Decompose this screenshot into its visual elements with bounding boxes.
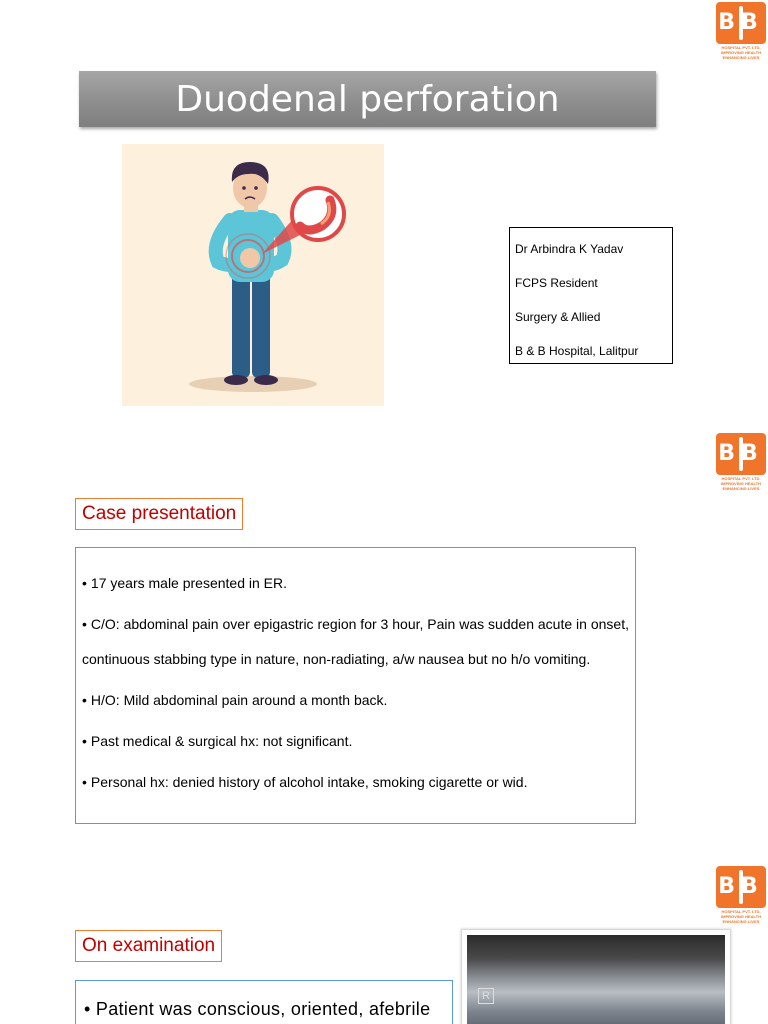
case-bullet: • 17 years male presented in ER. — [82, 566, 629, 601]
case-bullet: • Personal hx: denied history of alcohol intake, smoking cigarette or wid. — [82, 765, 629, 800]
logo-letters: BB — [718, 441, 764, 466]
stomach-pain-illustration — [122, 144, 384, 406]
hospital-logo — [714, 866, 768, 924]
on-examination-heading: On examination — [75, 930, 222, 962]
logo-letters: BB — [718, 874, 764, 899]
case-presentation-box — [75, 547, 636, 824]
author-hospital: B & B Hospital, Lalitpur — [515, 344, 639, 358]
logo-company: HOSPITAL PVT. LTD. IMPROVING HEALTH ENHANCING LIVES — [721, 45, 761, 60]
slide-title: Duodenal perforation — [175, 78, 560, 120]
author-name: Dr Arbindra K Yadav — [515, 242, 624, 256]
case-bullet: • H/O: Mild abdominal pain around a month back. — [82, 683, 629, 718]
slide-title-bar — [79, 71, 656, 127]
chest-xray-image — [461, 929, 731, 1024]
case-presentation-heading: Case presentation — [75, 498, 243, 530]
logo-company: HOSPITAL PVT. LTD. IMPROVING HEALTH ENHANCING LIVES — [721, 476, 761, 491]
hospital-logo — [714, 2, 768, 60]
logo-company: HOSPITAL PVT. LTD. IMPROVING HEALTH ENHANCING LIVES — [721, 909, 761, 924]
examination-box — [75, 980, 453, 1024]
case-bullet: • Past medical & surgical hx: not significant. — [82, 724, 629, 759]
exam-bullet: • Patient was conscious, oriented, afebrile — [84, 999, 431, 1019]
author-role: FCPS Resident — [515, 276, 598, 290]
xray-side-marker: R — [478, 988, 494, 1004]
case-bullet: • C/O: abdominal pain over epigastric region for 3 hour, Pain was sudden acute in onset, continuous stabbing type in nature, non-radiating, a/w nausea but no h/o vomiting. — [82, 607, 629, 677]
author-department: Surgery & Allied — [515, 310, 601, 324]
person-with-stomach-ache-icon — [122, 144, 384, 406]
author-info-box — [509, 227, 673, 364]
xray-film — [467, 935, 725, 1024]
logo-letters: BB — [718, 10, 764, 35]
hospital-logo — [714, 433, 768, 491]
